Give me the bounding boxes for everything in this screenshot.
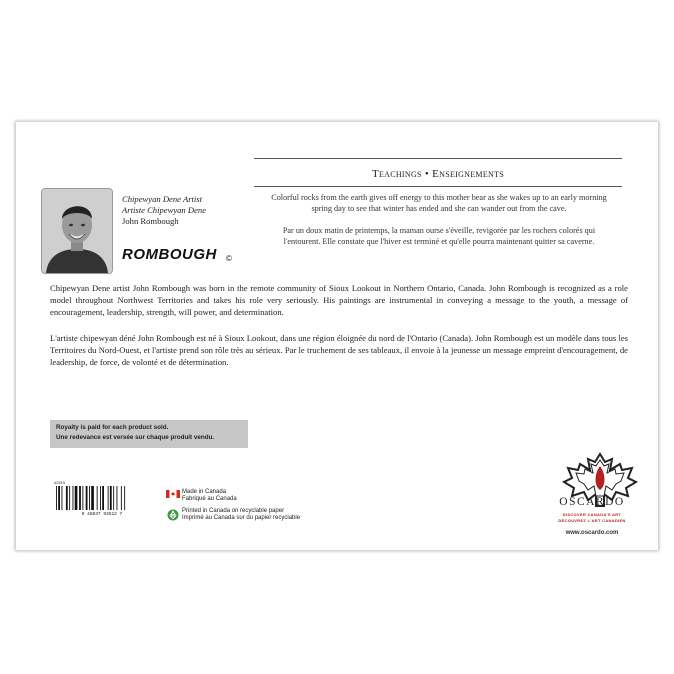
royalty-en: Royalty is paid for each product sold. — [56, 424, 169, 431]
product-sku: #2515 — [54, 480, 66, 485]
barcode-bar — [66, 486, 68, 510]
canada-flag-icon — [166, 490, 180, 498]
artist-title-fr: Artiste Chipewyan Dene — [122, 205, 207, 215]
barcode-bar — [100, 486, 101, 510]
teachings-text-fr: Par un doux matin de printemps, la maman ourse s'éveille, revigorée par les rochers colorés qui l'entourent. Elle constate que l'hiver est terminé et qu'elle pourra maintenant quitter sa caverne. — [282, 226, 596, 246]
bio-en: Chipewyan Dene artist John Rombough was born in the remote community of Sioux Lookout in Northern Ontario, Canada. John Rombough is recognized as a role model throughout Northwest Territories and takes his role very seriously. His paintings are instrumental in conveying a message to the youth, a message of encouragement, leadership, strength, will power, and determination. — [50, 283, 628, 317]
barcode-bar — [89, 486, 90, 510]
artist-meta — [122, 194, 206, 227]
teachings-title-fr: Enseignements — [432, 168, 505, 180]
brand-tagline-en: DISCOVER CANADA'S ART — [562, 512, 622, 517]
title-separator: • — [424, 168, 430, 180]
teachings-title-en: Teachings — [371, 168, 422, 180]
barcode-bar — [62, 486, 63, 510]
artist-name: John Rombough — [122, 216, 179, 226]
artist-photo — [41, 188, 113, 274]
barcode-number: 0 48837 93512 7 — [81, 512, 123, 516]
teachings-text-en: Colorful rocks from the earth gives off energy to this mother bear as she wakes up to an early morning spring day to see that winter has ended and she can wander out from the cave. — [271, 193, 607, 213]
brand-tagline-fr: DÉCOUVREZ L'ART CANADIEN — [558, 518, 626, 523]
recycle-icon — [167, 509, 179, 521]
barcode-bar — [86, 486, 88, 510]
barcode-bar — [97, 486, 98, 510]
artist-photo-illustration — [42, 189, 112, 273]
artist-signature — [122, 242, 242, 264]
barcode-bar — [117, 486, 118, 510]
barcode-bar — [82, 486, 83, 510]
barcode-bar — [56, 486, 57, 510]
artist-title-en: Chipewyan Dene Artist — [122, 194, 203, 204]
brand-website: www.oscardo.com — [565, 530, 619, 536]
bio-fr: L'artiste chipewyan déné John Rombough est né à Sioux Lookout, dans une région éloignée du nord de l'Ontario (Canada). John Rombough est un modèle dans tous les Territoires du Nord-Ouest, et l'artiste prend son rôle très au sérieux. Par le truchement de ses tableaux, il envoie à la jeunesse un message empreint d'encouragement, de leadership, de force, de volonté et de détermination. — [50, 333, 628, 367]
barcode-bar — [73, 486, 74, 510]
title-rule — [254, 186, 622, 187]
barcode-bar — [75, 486, 78, 510]
copyright-mark: © — [226, 254, 232, 263]
printed-en: Printed in Canada on recyclable paper — [182, 508, 285, 514]
barcode-bar — [121, 486, 122, 510]
barcode-bar — [79, 486, 81, 510]
printed-recyclable — [182, 508, 300, 522]
royalty-box — [50, 420, 248, 448]
barcode-bar — [58, 486, 60, 510]
made-in-canada — [182, 489, 237, 503]
made-en: Made in Canada — [182, 489, 227, 495]
made-fr: Fabriqué au Canada — [182, 496, 237, 502]
teachings-title — [254, 168, 622, 180]
barcode-bar — [108, 486, 109, 510]
barcode-bar — [69, 486, 70, 510]
card-back — [16, 122, 658, 550]
barcode-bars — [56, 486, 125, 510]
royalty-fr: Une redevance est versée sur chaque produit vendu. — [56, 434, 215, 441]
barcode-bar — [102, 486, 104, 510]
barcode — [54, 486, 150, 516]
printed-fr: Imprimé au Canada sur du papier recyclable — [182, 515, 301, 521]
barcode-bar — [91, 486, 94, 510]
brand-name: OSCARDO — [559, 496, 625, 508]
top-rule — [254, 158, 622, 159]
barcode-bar — [113, 486, 114, 510]
signature-text: ROMBOUGH — [122, 246, 217, 263]
barcode-bar — [110, 486, 112, 510]
barcode-bar — [124, 486, 125, 510]
